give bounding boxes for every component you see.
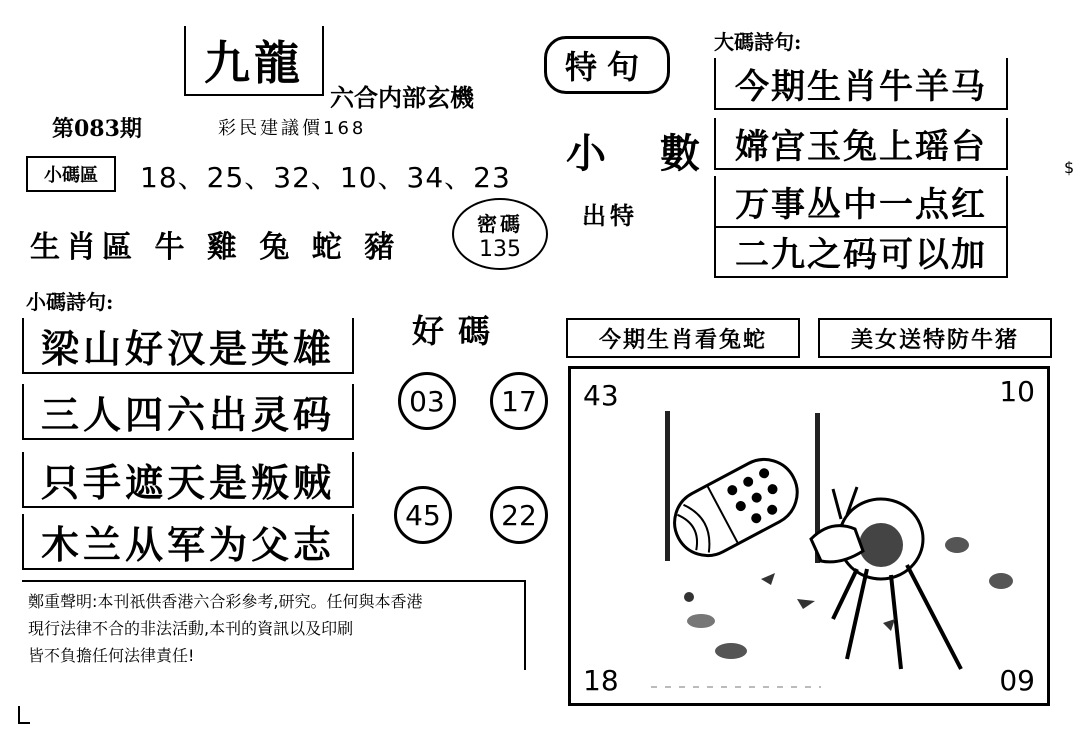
good-codes-title: 好碼	[412, 312, 505, 350]
good-code-circle: 03	[398, 372, 456, 430]
small-code-numbers: 18、25、32、10、34、23	[140, 161, 511, 194]
small-code-label: 小碼區	[26, 156, 116, 192]
good-code-circle: 17	[490, 372, 548, 430]
side-mark: $	[1064, 158, 1075, 177]
good-code-circle: 22	[490, 486, 548, 544]
special-text: 小 數	[566, 130, 720, 177]
corner-mark	[18, 706, 30, 724]
small-poem-line: 三人四六出灵码	[22, 384, 354, 440]
disclaimer-line: 皆不負擔任何法律責任!	[28, 646, 195, 665]
big-poem-title: 大碼詩句:	[714, 30, 802, 54]
picture-corner-number: 43	[583, 379, 619, 412]
disclaimer-line: 現行法律不合的非法活動,本刊的資訊以及印刷	[28, 619, 354, 638]
big-poem-line: 万事丛中一点红	[714, 176, 1008, 228]
issue-number: 第083期	[52, 116, 142, 142]
small-poem-title: 小碼詩句:	[26, 290, 114, 314]
zodiac-row: 生肖區 牛 雞 兔 蛇 豬	[30, 230, 401, 265]
small-poem-line: 梁山好汉是英雄	[22, 318, 354, 374]
good-code-circle: 45	[394, 486, 452, 544]
big-poem-line: 今期生肖牛羊马	[714, 58, 1008, 110]
picture-corner-number: 09	[999, 664, 1035, 697]
picture-corner-number: 10	[999, 375, 1035, 408]
special-badge: 特句	[544, 36, 670, 94]
illustration-frame	[568, 366, 1050, 706]
small-poem-line: 木兰从军为父志	[22, 514, 354, 570]
deer-illustration	[571, 369, 1047, 703]
subtitle: 六合内部玄機	[330, 83, 474, 112]
zodiac-tag-left: 今期生肖看兔蛇	[566, 318, 800, 358]
zodiac-tag-right: 美女送特防牛猪	[818, 318, 1052, 358]
page-title: 九龍	[184, 26, 324, 96]
big-poem-line: 二九之码可以加	[714, 226, 1008, 278]
disclaimer-line: 鄭重聲明:本刊祇供香港六合彩參考,研究。任何與本香港	[28, 592, 423, 611]
price-text: 彩民建議價168	[218, 118, 367, 139]
big-poem-line: 嫦宫玉兔上瑶台	[714, 118, 1008, 170]
disclaimer	[22, 580, 526, 670]
secret-code-bubble	[452, 198, 548, 270]
secret-code-label: 密碼	[477, 212, 523, 236]
small-poem-line: 只手遮天是叛贼	[22, 452, 354, 508]
secret-code-number: 135	[479, 237, 521, 262]
picture-corner-number: 18	[583, 664, 619, 697]
special-out: 出特	[582, 201, 638, 230]
